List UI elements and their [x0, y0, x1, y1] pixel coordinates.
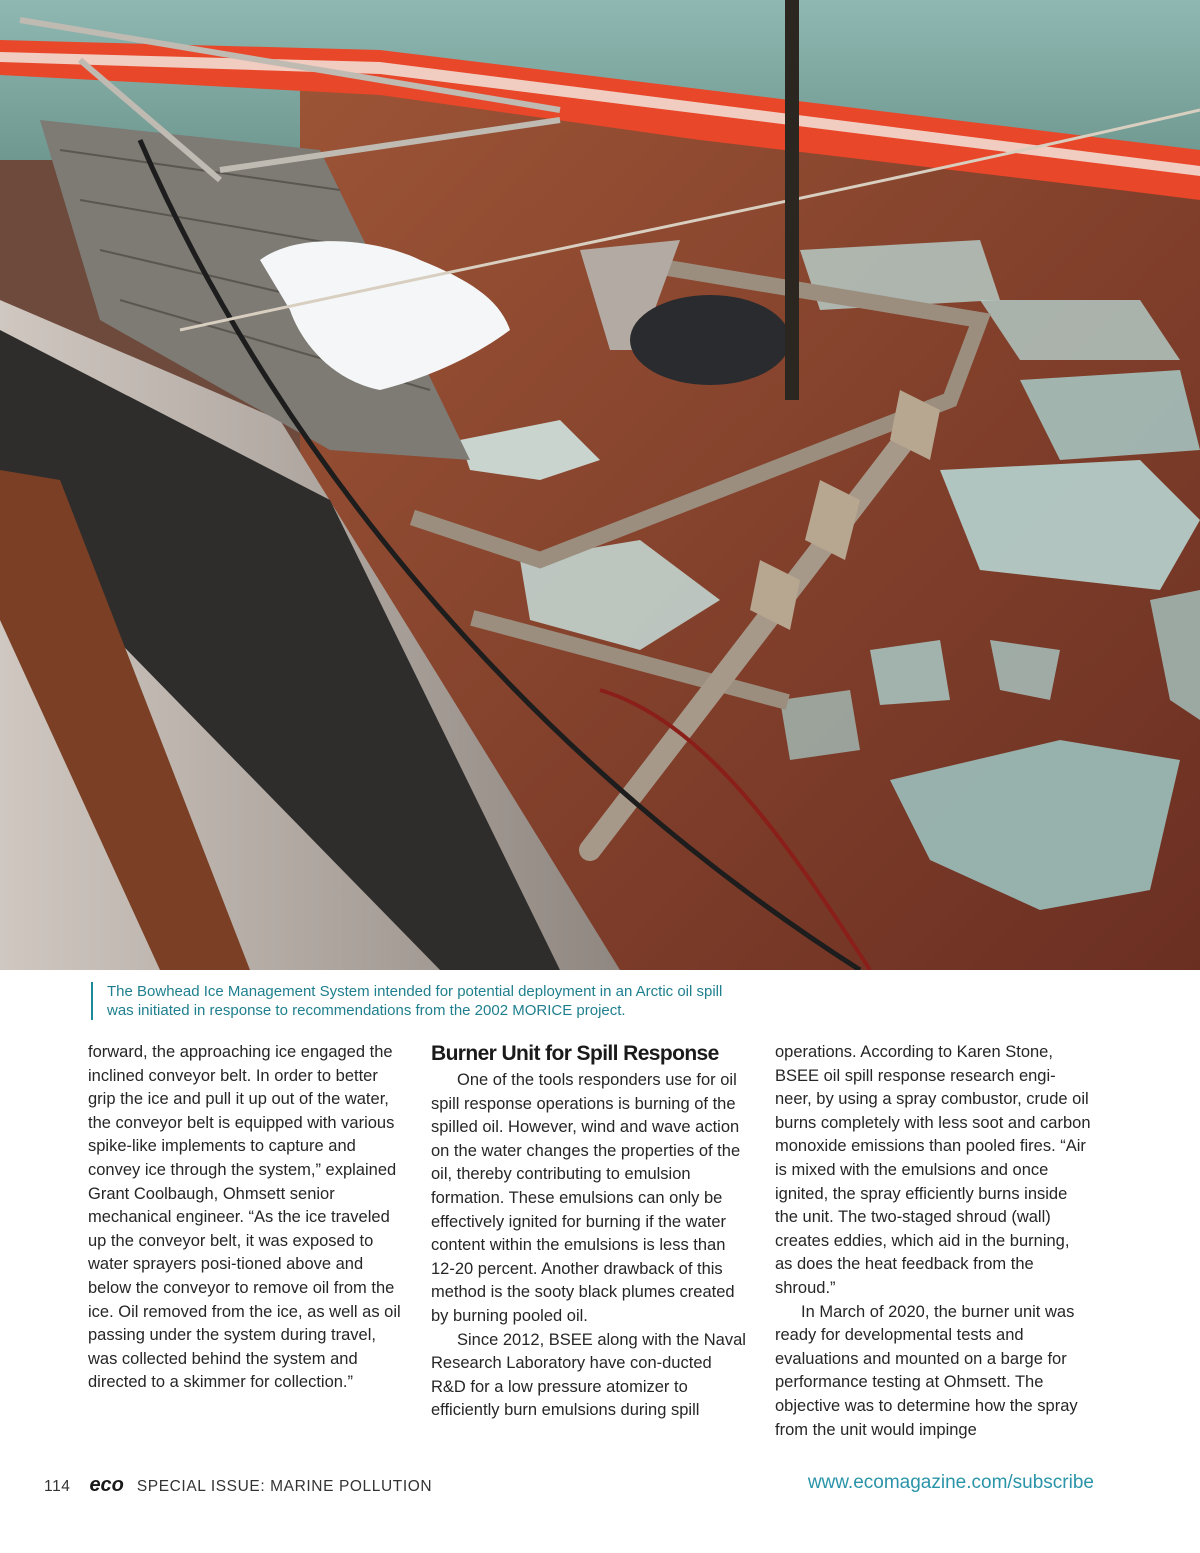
page-footer [44, 1474, 432, 1497]
column-3-paragraph-2: In March of 2020, the burner unit was ready for developmental tests and evaluations and mounted on a barge for performance testing at Ohmsett. The objective was to determine how the spray from the unit would impinge [775, 1302, 1078, 1439]
text-column-3 [775, 1041, 1091, 1442]
column-2-paragraph-1: One of the tools responders use for oil spill response operations is burning of the spilled oil. However, wind and wave action on the water changes the properties of the oil, thereby contributing to emulsion formation. These emulsions can only be effectively ignited for burning if the water content within the emulsions is less than 12-20 percent. Another drawback of this method is the sooty black plumes created by burning pooled oil. [431, 1071, 741, 1325]
column-3-paragraph-1: operations. According to Karen Stone, BSEE oil spill response research engi-neer, by using a spray combustor, crude oil burns completely with less soot and carbon monoxide emissions than pooled fires. “Air is mixed with the emulsions and once ignited, the spray efficiently burns inside the unit. The two-staged shroud (wall) creates eddies, which aid in the burning, as does the heat feedback from the shroud.” [775, 1043, 1091, 1297]
section-label: SPECIAL ISSUE: MARINE POLLUTION [136, 1478, 433, 1495]
text-column-1 [88, 1041, 404, 1395]
column-2-paragraph-2: Since 2012, BSEE along with the Naval Research Laboratory have con-ducted R&D for a low pressure atomizer to efficiently burn emulsions during spill [431, 1330, 746, 1420]
section-heading: Burner Unit for Spill Response [431, 1042, 719, 1065]
text-column-2 [431, 1041, 747, 1423]
caption-line-2: was initiated in response to recommendations from the 2002 MORICE project. [107, 1002, 626, 1019]
eco-logo: eco [89, 1474, 124, 1496]
page-number: 114 [44, 1478, 71, 1495]
caption-line-1: The Bowhead Ice Management System intended for potential deployment in an Arctic oil spill [107, 983, 723, 1000]
subscribe-link[interactable]: www.ecomagazine.com/subscribe [807, 1472, 1094, 1493]
photo-caption [91, 982, 867, 1020]
column-1-paragraph: forward, the approaching ice engaged the inclined conveyor belt. In order to better grip the ice and pull it up out of the water, the conveyor belt is equipped with various spike-like implements to capture and convey ice through the system,” explained Grant Coolbaugh, Ohmsett senior mechanical engineer. “As the ice traveled up the conveyor belt, it was exposed to water sprayers posi-tioned above and below the conveyor to remove oil from the ice. Oil removed from the ice, as well as oil passing under the system during travel, was collected behind the system and directed to a skimmer for collection.” [88, 1043, 401, 1392]
